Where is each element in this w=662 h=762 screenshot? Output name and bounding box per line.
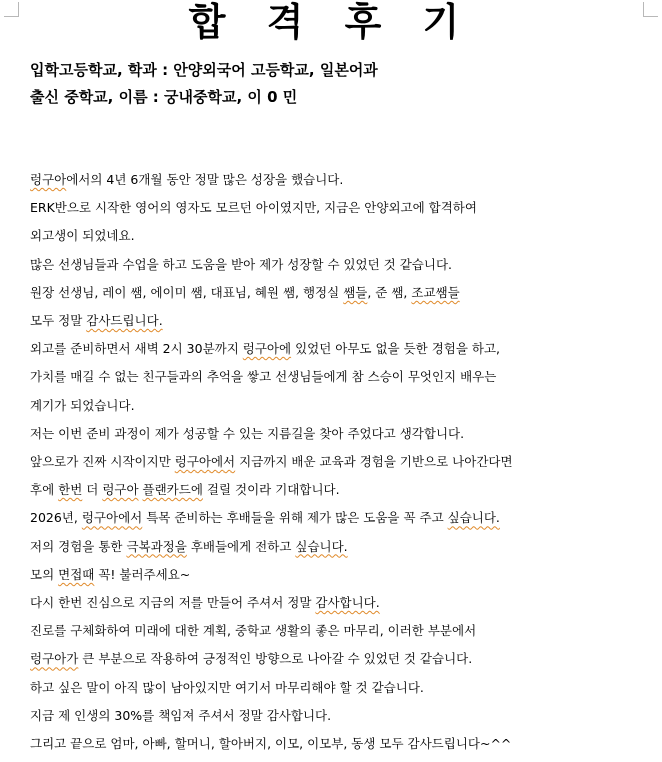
body-text-segment: 큰 부분으로 작용하여 긍정적인 방향으로 나아갈 수 있었던 것 같습니다. — [78, 651, 473, 667]
body-line — [30, 533, 650, 561]
body-text-segment: ERK반으로 시작한 영어의 영자도 모르던 아이였지만, 지금은 안양외고에 합격하여 — [30, 200, 477, 216]
body-text-segment: 지금 제 인생의 30%를 책임져 주셔서 정말 감사합니다. — [30, 707, 332, 723]
spellcheck-flagged-word: 조교쌤들 — [411, 284, 460, 300]
body-line — [30, 702, 650, 730]
spellcheck-flagged-word: 싶습니다. — [447, 510, 500, 526]
spellcheck-flagged-word: 플랜카드에 — [142, 482, 203, 498]
spellcheck-flagged-word: 면접때 — [58, 566, 95, 582]
spellcheck-flagged-word: 렁구아 — [102, 482, 139, 498]
body-text-segment: 특목 준비하는 후배들을 위해 제가 많은 도움을 꼭 주고 — [142, 510, 448, 526]
body-text-segment: 앞으로가 진짜 시작이지만 — [30, 454, 175, 470]
body-text-segment: 에서의 4년 6개월 동안 정말 많은 성장을 했습니다. — [66, 172, 344, 187]
body-text-segment: 지금까지 배운 교육과 경험을 기반으로 나아간다면 — [235, 454, 513, 470]
body-text-segment: 저는 이번 준비 과정이 제가 성공할 수 있는 지름길을 찾아 주었다고 생각합니다. — [30, 425, 465, 441]
body-text-segment: 걸릴 것이라 기대합니다. — [202, 482, 340, 498]
body-line — [30, 222, 650, 250]
document-title: 합 격 후 기 — [188, 0, 474, 44]
spellcheck-flagged-word: 쌤들 — [343, 284, 368, 300]
spellcheck-flagged-word: 감사합니다. — [315, 595, 380, 611]
body-text-segment: 모두 정말 — [30, 313, 87, 329]
body-line — [30, 251, 650, 279]
body-text-segment: 많은 선생님들과 수업을 하고 도움을 받아 제가 성장할 수 있었던 것 같습니다. — [30, 256, 453, 272]
spellcheck-flagged-word: 렁구아가 — [30, 651, 79, 667]
body-text-segment: 후에 — [30, 482, 59, 498]
body-text-segment: 2026년, — [30, 510, 82, 526]
body-text-segment: , 준 쌤, — [367, 284, 412, 300]
body-text-segment: 있었던 아무도 없을 듯한 경험을 하고, — [291, 341, 501, 357]
spellcheck-flagged-word: 싶습니다. — [295, 538, 348, 554]
body-text-segment: 외고생이 되었네요. — [30, 228, 135, 244]
body-text-segment: 그리고 끝으로 엄마, 아빠, 할머니, 할아버지, 이모, 이모부, 동생 모두 감사드립니다~^^ — [30, 736, 512, 752]
spellcheck-flagged-word: 렁구아에서 — [174, 454, 236, 470]
body-line — [30, 730, 650, 758]
body-text-segment: 다시 한번 진심으로 지금의 저를 만들어 주셔서 정말 — [30, 595, 316, 611]
body-text-segment: 외고를 준비하면서 새벽 2시 30분까지 — [30, 341, 243, 357]
body-line — [30, 589, 650, 617]
body-text-segment: 후배들에게 전하고 — [186, 538, 296, 554]
body-line — [30, 166, 650, 194]
body-text-segment: 원장 선생님, 레이 쌤, 에이미 쌤, 대표님, 혜원 쌤, 행정실 — [30, 284, 344, 300]
testimonial-body — [30, 166, 650, 758]
body-line — [30, 392, 650, 420]
body-line — [30, 674, 650, 702]
spellcheck-flagged-word: 렁구아에서 — [81, 510, 143, 526]
body-line — [30, 504, 650, 532]
body-line — [30, 363, 650, 391]
spellcheck-flagged-word: 극복과정을 — [126, 538, 187, 554]
school-info-line: 입학고등학교, 학과 : 안양외국어 고등학교, 일본어과 — [30, 61, 378, 79]
body-text-segment: 모의 — [30, 566, 59, 582]
student-info-line: 출신 중학교, 이름 : 궁내중학교, 이 0 민 — [30, 88, 298, 106]
body-line — [30, 448, 650, 476]
spellcheck-flagged-word: 한번 — [58, 482, 83, 498]
spellcheck-flagged-word: 감사드립니다. — [86, 313, 163, 329]
body-text-segment: 꼭! 불러주세요~ — [94, 566, 191, 582]
body-text-segment: 더 — [82, 482, 103, 498]
body-text-segment: 계기가 되었습니다. — [30, 397, 135, 413]
body-line — [30, 561, 650, 589]
body-text-segment: 진로를 구체화하여 미래에 대한 계획, 중학교 생활의 좋은 마무리, 이러한 부분에서 — [30, 623, 477, 639]
body-text-segment: 하고 싶은 말이 아직 많이 남아있지만 여기서 마무리해야 할 것 같습니다. — [30, 679, 424, 695]
body-line — [30, 279, 650, 307]
body-line — [30, 617, 650, 645]
body-text-segment: 저의 경험을 통한 — [30, 538, 127, 554]
body-line — [30, 194, 650, 222]
body-line — [30, 307, 650, 335]
body-line — [30, 645, 650, 673]
spellcheck-flagged-word: 렁구아 — [30, 172, 67, 187]
spellcheck-flagged-word: 렁구아에 — [242, 341, 292, 357]
body-line — [30, 420, 650, 448]
body-text-segment: 가치를 매길 수 없는 친구들과의 추억을 쌓고 선생님들에게 참 스승이 무엇인지 배우는 — [30, 369, 497, 385]
body-line — [30, 476, 650, 504]
body-line — [30, 335, 650, 363]
